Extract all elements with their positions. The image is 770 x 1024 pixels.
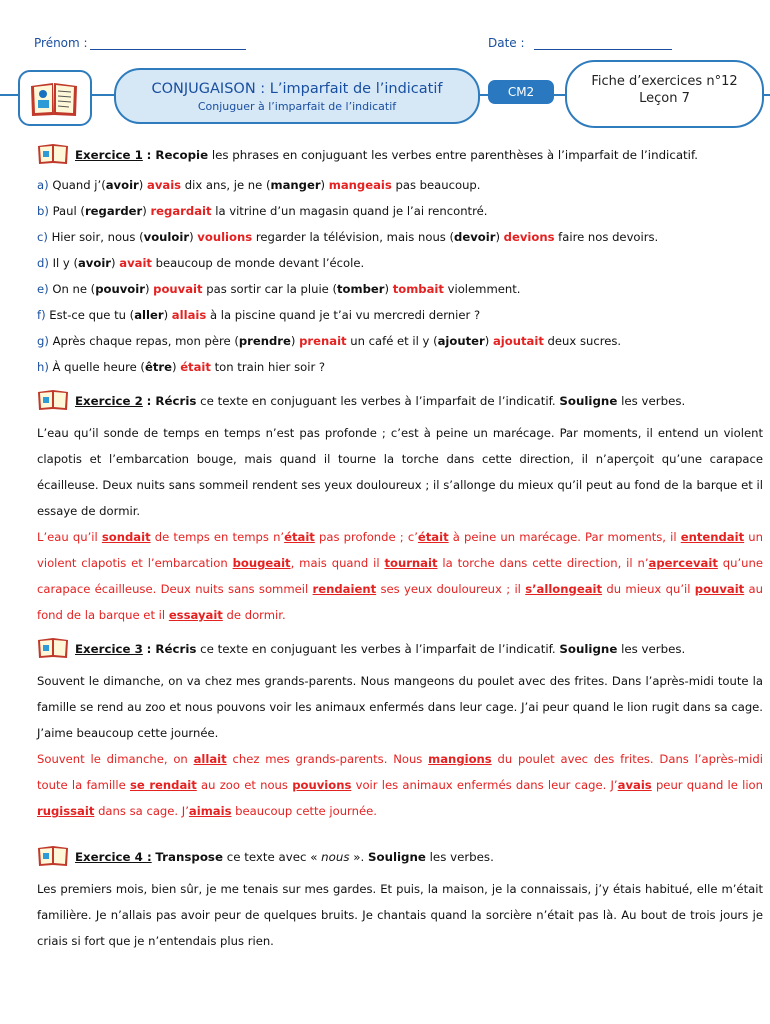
answer-text: de temps en temps n’ [150, 530, 285, 544]
underlined-verb: était [417, 530, 449, 544]
exercise-2-answer [37, 524, 763, 628]
sentence-text: ) [189, 230, 198, 244]
exercise-4-text: Les premiers mois, bien sûr, je me tenais sur mes gardes. Et puis, la maison, je la connaissais, j’y étais habitué, elle m’était familière. Je n’allais pas avoir peur de quelques bruits. Je chantais quand la sorcière n’était pas là. Au bout de trois jours je criais si fort que je n’entendais plus rien. [37, 882, 763, 948]
sentence-text: deux sucres. [543, 334, 622, 348]
sentence-text: ) [290, 334, 300, 348]
page-title: CONJUGAISON : L’imparfait de l’indicatif [151, 81, 443, 97]
answer-text: qu’une carapace écailleuse. Deux nuits sans sommeil [37, 556, 763, 596]
answer-text: au zoo et nous [196, 778, 293, 792]
exercise-2-verb: Récris [155, 394, 197, 408]
answer-text: peur quand le lion [651, 778, 763, 792]
answer-text: Souvent le dimanche, on [37, 752, 194, 766]
date-label: Date : [488, 36, 525, 50]
book-icon [37, 636, 70, 659]
infinitive-verb: vouloir [143, 230, 190, 244]
infinitive-verb: ajouter [437, 334, 485, 348]
sentence-text: un café et il y ( [346, 334, 438, 348]
infinitive-verb: manger [270, 178, 321, 192]
exercise-3-title: Exercice 3 [75, 642, 143, 656]
logo-box [18, 70, 92, 126]
conjugated-answer: allais [171, 308, 207, 322]
underlined-verb: se rendait [129, 778, 197, 792]
exercise-3-verb2: Souligne [559, 642, 618, 656]
sentence-text: pas beaucoup. [391, 178, 481, 192]
exercise-1-title: Exercice 1 [75, 148, 143, 162]
exercise-3-heading: Exercice 3 : Récris ce texte en conjuguant les verbes à l’imparfait de l’indicatif. Souligne les verbes. [37, 634, 763, 660]
exercise-1-sentence [37, 172, 763, 198]
exercise-2-title: Exercice 2 [75, 394, 143, 408]
infinitive-verb: avoir [77, 256, 112, 270]
exercise-2-instruction-end: les verbes. [617, 394, 686, 408]
conjugated-answer: avait [119, 256, 152, 270]
answer-text: à peine un marécage. Par moments, il [448, 530, 681, 544]
sentence-text: À quelle heure ( [48, 360, 145, 374]
answer-text: dans sa cage. J’ [94, 804, 189, 818]
underlined-verb: apercevait [648, 556, 718, 570]
sentence-text: ) [111, 256, 120, 270]
infinitive-verb: pouvoir [95, 282, 145, 296]
fiche-number: Fiche d’exercices n°12 [591, 74, 738, 89]
underlined-verb: allait [193, 752, 227, 766]
infinitive-verb: être [144, 360, 172, 374]
conjugated-answer: ajoutait [492, 334, 544, 348]
sentence-text: ) [484, 334, 493, 348]
conjugated-answer: voulions [197, 230, 253, 244]
underlined-verb: tournait [384, 556, 438, 570]
exercise-4-instruction: ce texte avec « [222, 850, 322, 864]
exercise-4-pronoun: nous [321, 850, 350, 864]
worksheet-content [37, 140, 763, 954]
answer-text: au fond de la barque et il [37, 582, 764, 622]
infinitive-verb: devoir [454, 230, 496, 244]
exercise-2-verb2: Souligne [559, 394, 618, 408]
exercise-1-heading: Exercice 1 : Recopie les phrases en conjuguant les verbes entre parenthèses à l’imparfait de l’indicatif. [37, 140, 763, 166]
answer-text: un violent clapotis et l’embarcation [37, 530, 763, 570]
answer-text: ses yeux douloureux ; il [376, 582, 526, 596]
exercise-1-verb: Recopie [155, 148, 209, 162]
prenom-field[interactable] [90, 49, 246, 50]
exercise-3-text: Souvent le dimanche, on va chez mes grands-parents. Nous mangeons du poulet avec des frites. Dans l’après-midi toute la famille se rend au zoo et nous pouvons voir les animaux enfermés dans leur cage. J’ai peur quand le lion rugit dans sa cage. J’aime beaucoup cette journée. [37, 674, 763, 740]
underlined-verb: entendait [680, 530, 745, 544]
exercise-1-sentence [37, 224, 763, 250]
infinitive-verb: tomber [337, 282, 385, 296]
sentence-text: à la piscine quand je t’ai vu mercredi dernier ? [206, 308, 481, 322]
exercise-3-instruction-end: les verbes. [617, 642, 686, 656]
exercise-2-instruction: ce texte en conjuguant les verbes à l’imparfait de l’indicatif. [196, 394, 560, 408]
sentence-text: Quand j’( [48, 178, 106, 192]
exercise-4-instruction-mid: ». [349, 850, 368, 864]
date-field[interactable] [534, 49, 672, 50]
answer-text: la torche dans cette direction, il n’ [437, 556, 649, 570]
underlined-verb: bougeait [232, 556, 291, 570]
fiche-box [565, 60, 764, 128]
infinitive-verb: regarder [84, 204, 143, 218]
exercise-1-sentence [37, 198, 763, 224]
underlined-verb: rendaient [312, 582, 377, 596]
sentence-text: ) [163, 308, 172, 322]
sentence-text: violemment. [443, 282, 521, 296]
exercise-1-sentence [37, 302, 763, 328]
underlined-verb: s’allongeait [525, 582, 603, 596]
answer-text: L’eau qu’il [37, 530, 102, 544]
sentence-text: ) [171, 360, 181, 374]
underlined-verb: était [284, 530, 315, 544]
answer-text: chez mes grands-parents. Nous [226, 752, 429, 766]
conjugated-answer: prenait [299, 334, 347, 348]
prenom-label: Prénom : [34, 36, 88, 50]
exercise-2-text: L’eau qu’il sonde de temps en temps n’est pas profonde ; c’est à peine un marécage. Par moments, il entend un violent clapotis et l’embarcation bouge, mais quand il tourne la torche dans cette direction, il n’aperçoit qu’une carapace écailleuse. Deux nuits sans sommeil rendent ses yeux douloureux ; il s’allonge du mieux qu’il peut au fond de la barque et il essaye de dormir. [37, 426, 763, 518]
conjugated-answer: mangeais [328, 178, 392, 192]
underlined-verb: mangions [428, 752, 492, 766]
exercise-4-title: Exercice 4 : [75, 850, 152, 864]
item-letter: f) [37, 308, 46, 322]
page-subtitle: Conjuguer à l’imparfait de l’indicatif [197, 100, 397, 113]
exercise-4-instruction-end: les verbes. [425, 850, 494, 864]
sentence-text: Paul ( [48, 204, 85, 218]
name-date-line [34, 36, 770, 52]
book-icon [28, 78, 80, 118]
item-letter: a) [37, 178, 49, 192]
exercise-3-verb: Récris [155, 642, 197, 656]
sentence-text: la vitrine d’un magasin quand je l’ai rencontré. [211, 204, 488, 218]
exercise-1-sentence [37, 276, 763, 302]
item-letter: h) [37, 360, 49, 374]
answer-text: de dormir. [222, 608, 286, 622]
infinitive-verb: aller [134, 308, 164, 322]
underlined-verb: avais [617, 778, 652, 792]
exercise-4-verb2: Souligne [367, 850, 426, 864]
answer-text: voir les animaux enfermés dans leur cage. J’ [351, 778, 618, 792]
book-icon [37, 844, 70, 867]
conjugated-answer: avais [147, 178, 182, 192]
answer-text: pas profonde ; c’ [314, 530, 418, 544]
item-letter: e) [37, 282, 49, 296]
book-icon [37, 388, 70, 411]
exercise-1-instruction: les phrases en conjuguant les verbes entre parenthèses à l’imparfait de l’indicatif. [208, 148, 698, 162]
exercise-3-answer [37, 746, 763, 824]
item-letter: g) [37, 334, 49, 348]
sentence-text: ) [320, 178, 329, 192]
sentence-text: ) [384, 282, 393, 296]
answer-text: du poulet avec des frites. Dans l’après-midi toute la famille [37, 752, 763, 792]
sentence-text: Hier soir, nous ( [47, 230, 144, 244]
answer-text: beaucoup cette journée. [231, 804, 377, 818]
underlined-verb: pouvait [694, 582, 745, 596]
level-badge: CM2 [488, 80, 554, 104]
sentence-text: On ne ( [48, 282, 96, 296]
sentence-text: ) [144, 282, 154, 296]
exercise-1-sentence [37, 328, 763, 354]
item-letter: c) [37, 230, 48, 244]
sentence-text: faire nos devoirs. [554, 230, 659, 244]
answer-text: du mieux qu’il [602, 582, 695, 596]
infinitive-verb: avoir [105, 178, 139, 192]
exercise-1-sentence [37, 354, 763, 380]
conjugated-answer: pouvait [153, 282, 203, 296]
lecon-number: Leçon 7 [639, 91, 690, 106]
underlined-verb: pouvions [292, 778, 352, 792]
sentence-text: Est-ce que tu ( [45, 308, 135, 322]
infinitive-verb: prendre [238, 334, 291, 348]
item-letter: d) [37, 256, 49, 270]
sentence-text: ton train hier soir ? [210, 360, 326, 374]
conjugated-answer: regardait [150, 204, 212, 218]
conjugated-answer: était [180, 360, 211, 374]
exercise-3-instruction: ce texte en conjuguant les verbes à l’imparfait de l’indicatif. [196, 642, 560, 656]
sentence-text: Il y ( [48, 256, 78, 270]
underlined-verb: essayait [168, 608, 223, 622]
exercise-2-heading: Exercice 2 : Récris ce texte en conjuguant les verbes à l’imparfait de l’indicatif. Souligne les verbes. [37, 386, 763, 412]
exercise-1-list [37, 172, 763, 380]
sentence-text: regarder la télévision, mais nous ( [252, 230, 455, 244]
title-box [114, 68, 480, 124]
conjugated-answer: tombait [392, 282, 444, 296]
underlined-verb: sondait [101, 530, 151, 544]
sentence-text: ) [495, 230, 504, 244]
item-letter: b) [37, 204, 49, 218]
sentence-text: ) [138, 178, 147, 192]
conjugated-answer: devions [503, 230, 555, 244]
sentence-text: Après chaque repas, mon père ( [48, 334, 239, 348]
sentence-text: pas sortir car la pluie ( [202, 282, 338, 296]
sentence-text: beaucoup de monde devant l’école. [151, 256, 365, 270]
exercise-1-sentence [37, 250, 763, 276]
underlined-verb: rugissait [37, 804, 95, 818]
exercise-4-verb: Transpose [155, 850, 223, 864]
underlined-verb: aimais [188, 804, 232, 818]
sentence-text: ) [142, 204, 151, 218]
sentence-text: dix ans, je ne ( [181, 178, 271, 192]
answer-text: , mais quand il [290, 556, 385, 570]
exercise-4-heading [37, 842, 763, 868]
book-icon [37, 142, 70, 165]
